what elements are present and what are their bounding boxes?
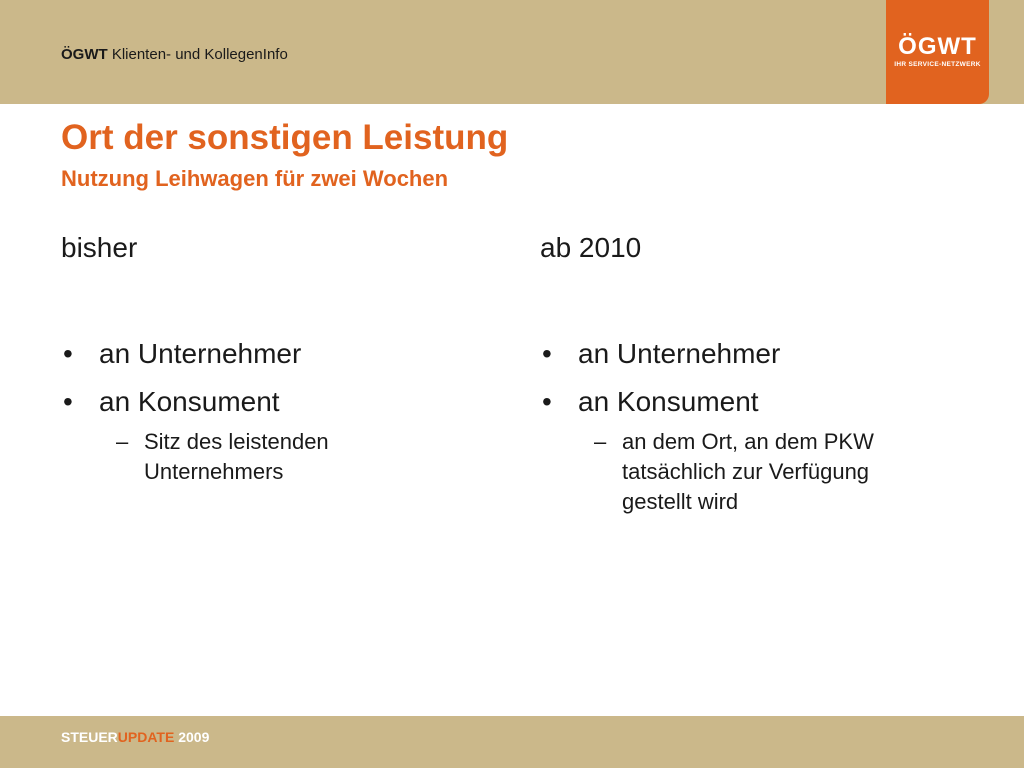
header-info: Klienten- und KollegenInfo <box>111 46 288 63</box>
header-brand: ÖGWT <box>61 46 108 63</box>
list-item <box>61 330 301 378</box>
bullet-marker: • <box>542 386 552 417</box>
sub-line: Sitz des leistenden <box>144 429 329 454</box>
right-bullet-list <box>540 330 780 426</box>
bullet-text: an Unternehmer <box>578 338 781 369</box>
sub-line: Unternehmers <box>144 459 284 484</box>
dash-marker: – <box>116 429 129 454</box>
sub-line: gestellt wird <box>622 489 739 514</box>
list-item <box>540 330 780 378</box>
footer-year: 2009 <box>178 729 210 745</box>
dash-marker: – <box>594 429 607 454</box>
left-sub-item <box>114 427 329 487</box>
footer-steuer: STEUER <box>61 729 118 745</box>
logo-wordmark: ÖGWT <box>898 33 977 60</box>
bullet-text: an Unternehmer <box>99 338 302 369</box>
footer-label <box>61 729 209 745</box>
sub-line: an dem Ort, an dem PKW <box>622 429 874 454</box>
bullet-text: an Konsument <box>578 386 759 417</box>
list-item <box>61 378 301 426</box>
bullet-marker: • <box>63 386 73 417</box>
right-sub-item <box>592 427 874 517</box>
bullet-marker: • <box>542 338 552 369</box>
header-label <box>61 46 288 63</box>
footer-update: UPDATE <box>117 729 175 745</box>
sub-line: tatsächlich zur Verfügung <box>622 459 870 484</box>
list-item <box>540 378 780 426</box>
right-column-heading: ab 2010 <box>540 232 642 263</box>
slide-title: Ort der sonstigen Leistung <box>61 118 509 157</box>
oegwt-logo <box>886 0 989 104</box>
bullet-text: an Konsument <box>99 386 280 417</box>
slide-subtitle: Nutzung Leihwagen für zwei Wochen <box>61 166 449 191</box>
bullet-marker: • <box>63 338 73 369</box>
left-column-heading: bisher <box>61 232 138 263</box>
left-bullet-list <box>61 330 301 426</box>
logo-tagline: IHR SERVICE-NETZWERK <box>894 61 981 68</box>
